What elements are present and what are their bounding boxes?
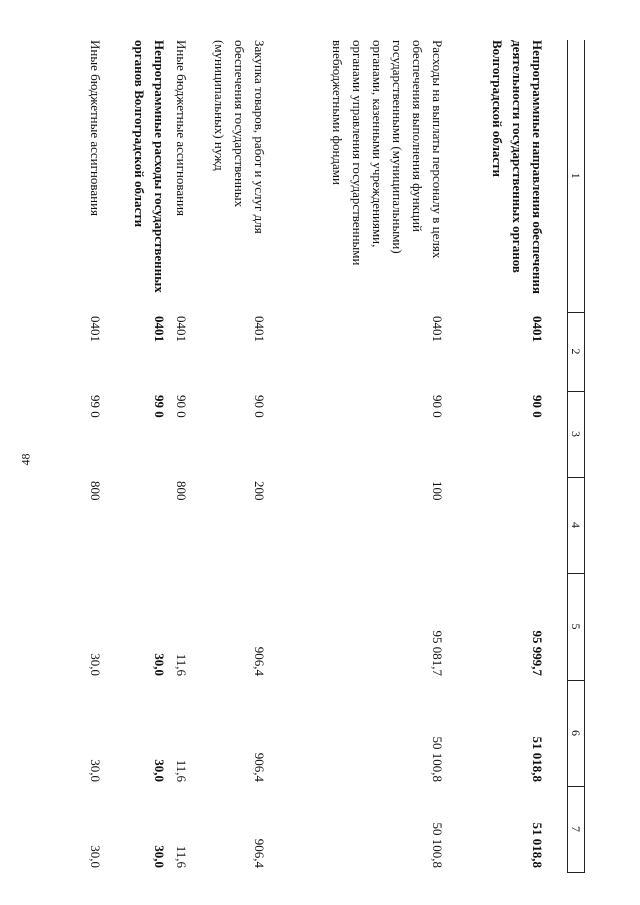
value-col6: 906,4	[252, 752, 267, 782]
value-col7: 906,4	[252, 838, 267, 868]
column-header-3: 3	[568, 391, 585, 477]
expense-kind: 200	[252, 481, 267, 501]
column-header-1: 1	[568, 40, 585, 312]
column-header-6: 6	[568, 680, 585, 786]
target-code: 90 0	[252, 395, 267, 418]
row-name: Иные бюджетные ассигнования	[88, 40, 103, 217]
expense-kind: 800	[174, 481, 189, 501]
value-col5: 11,6	[174, 653, 189, 676]
table-row	[105, 40, 169, 872]
value-col7: 30,0	[152, 845, 167, 868]
expense-kind	[447, 477, 568, 573]
table-row	[83, 40, 105, 872]
target-code: 99 0	[88, 395, 103, 418]
page-number: 48	[18, 453, 33, 466]
value-col6: 51 018,8	[530, 736, 545, 782]
table-row	[447, 40, 568, 872]
expense-kind	[105, 477, 169, 573]
section-code: 0401	[174, 316, 189, 342]
value-col5: 30,0	[152, 653, 167, 676]
value-col7: 30,0	[88, 845, 103, 868]
target-code: 90 0	[430, 395, 445, 418]
value-col6: 30,0	[152, 759, 167, 782]
expense-kind: 800	[88, 481, 103, 501]
value-col7: 50 100,8	[430, 822, 445, 868]
value-col5: 30,0	[88, 653, 103, 676]
header-row	[568, 40, 585, 872]
value-col7: 51 018,8	[530, 822, 545, 868]
target-code: 99 0	[152, 395, 167, 418]
expense-kind: 100	[430, 481, 445, 501]
row-name: Иные бюджетные ассигнования	[174, 40, 189, 217]
table-row	[169, 40, 191, 872]
table-row	[269, 40, 447, 872]
column-header-7: 7	[568, 786, 585, 872]
value-col5: 95 081,7	[430, 630, 445, 676]
value-col6: 30,0	[88, 759, 103, 782]
row-name: Расходы на выплаты персоналу в целях обеспечения выполнения функций государственными (муниципальными) органами, казенными учреждениями, органами управления государственными внебюджетными фондами	[330, 40, 445, 266]
row-name: Закупка товаров, работ и услуг для обеспечения государственных (муниципальных) нужд	[212, 40, 267, 234]
budget-table	[83, 40, 585, 873]
value-col6: 50 100,8	[430, 736, 445, 782]
row-name: Непрограммные направления обеспечения деятельности государственных органов Волгоградской области	[490, 40, 545, 294]
section-code: 0401	[252, 316, 267, 342]
target-code: 90 0	[530, 395, 545, 418]
column-header-4: 4	[568, 477, 585, 573]
value-col5: 906,4	[252, 646, 267, 676]
row-name: Непрограммные расходы государственных органов Волгоградской области	[132, 40, 167, 293]
table-row	[191, 40, 269, 872]
value-col6: 11,6	[174, 759, 189, 782]
section-code: 0401	[152, 316, 167, 342]
section-code: 0401	[430, 316, 445, 342]
value-col7: 11,6	[174, 845, 189, 868]
column-header-2: 2	[568, 312, 585, 391]
section-code: 0401	[88, 316, 103, 342]
section-code: 0401	[530, 316, 545, 342]
rotated-table-frame	[60, 40, 585, 872]
target-code: 90 0	[174, 395, 189, 418]
column-header-5: 5	[568, 573, 585, 680]
value-col5: 95 999,7	[530, 630, 545, 676]
